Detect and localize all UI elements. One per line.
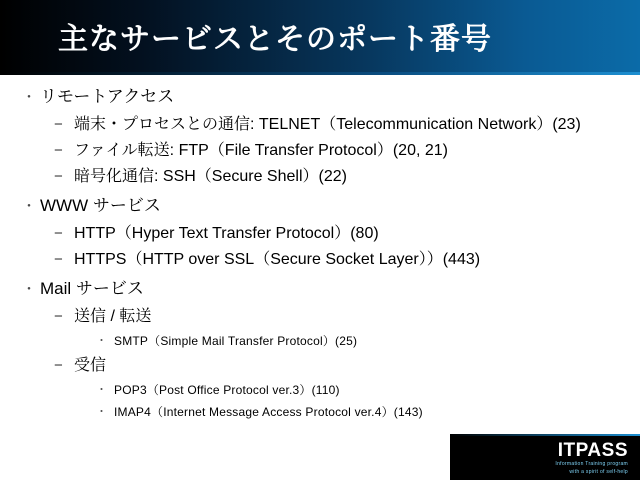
list-item — [18, 247, 622, 272]
slide-title-bar — [0, 0, 640, 72]
slide-content — [0, 80, 640, 440]
bullet-marker: ・ — [22, 281, 36, 297]
list-item-label: 送信 / 転送 — [74, 308, 152, 325]
footer-logo — [450, 436, 640, 480]
list-item — [18, 330, 622, 352]
bullet-marker: − — [54, 168, 63, 185]
logo-subtitle-2: with a spirit of self-help — [569, 469, 628, 475]
logo-text: ITPASS — [557, 440, 628, 461]
bullet-marker: − — [54, 116, 63, 133]
list-item-label: 端末・プロセスとの通信: TELNET（Telecommunication Network）(23) — [74, 116, 581, 133]
bullet-marker: ・ — [22, 89, 36, 105]
title-underline — [0, 72, 640, 75]
bullet-marker: − — [54, 357, 63, 374]
bullet-marker: − — [54, 251, 63, 268]
list-item — [18, 112, 622, 137]
list-item-label: リモートアクセス — [40, 87, 175, 106]
list-item — [18, 84, 622, 110]
logo-subtitle-1: Information Training program — [555, 461, 628, 467]
bullet-marker: ・ — [22, 198, 36, 214]
list-item-label: SMTP（Simple Mail Transfer Protocol）(25) — [114, 334, 358, 348]
list-item-label: 暗号化通信: SSH（Secure Shell）(22) — [74, 168, 347, 185]
list-item-label: IMAP4（Internet Message Access Protocol ver.4）(143) — [114, 405, 423, 419]
bullet-marker: ・ — [96, 406, 107, 418]
list-item — [18, 164, 622, 189]
list-item-label: ファイル転送: FTP（File Transfer Protocol）(20, 21) — [74, 142, 448, 159]
list-item-label: HTTP（Hyper Text Transfer Protocol）(80) — [74, 225, 379, 242]
list-item — [18, 138, 622, 163]
list-item-label: POP3（Post Office Protocol ver.3）(110) — [114, 383, 340, 397]
list-item-label: WWW サービス — [40, 196, 161, 215]
bullet-marker: − — [54, 308, 63, 325]
list-item-label: 受信 — [74, 357, 107, 374]
bullet-marker: ・ — [96, 384, 107, 396]
list-item — [18, 379, 622, 401]
list-item — [18, 353, 622, 378]
list-item — [18, 276, 622, 302]
bullet-marker: − — [54, 225, 63, 242]
bullet-marker: − — [54, 142, 63, 159]
list-item — [18, 193, 622, 219]
page-title: 主なサービスとそのポート番号 — [58, 23, 492, 56]
list-item-label: HTTPS（HTTP over SSL（Secure Socket Layer））(443) — [74, 251, 481, 268]
list-item-label: Mail サービス — [40, 279, 144, 298]
bullet-marker: ・ — [96, 335, 107, 347]
list-item — [18, 401, 622, 423]
list-item — [18, 221, 622, 246]
list-item — [18, 304, 622, 329]
